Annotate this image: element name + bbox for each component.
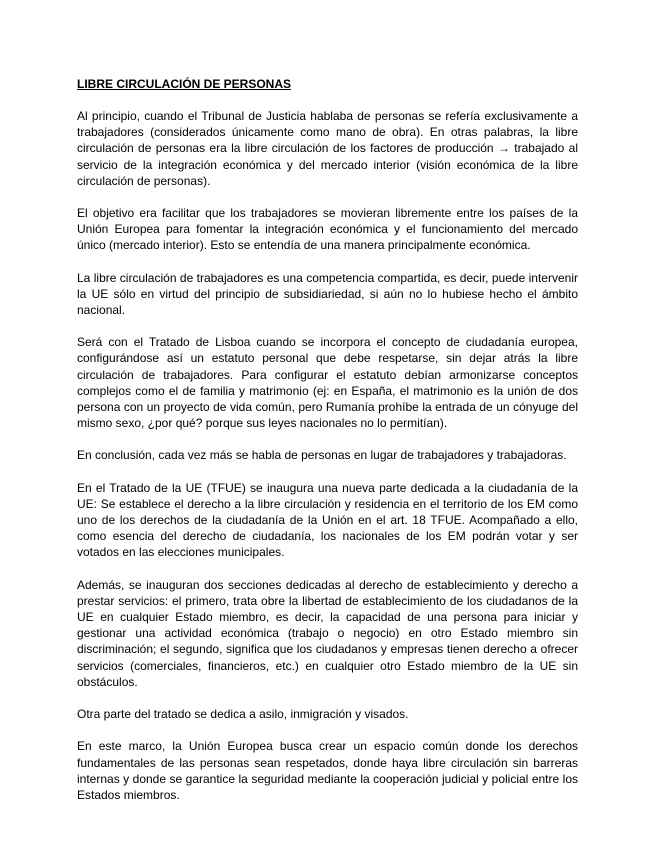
paragraph-2: El objetivo era facilitar que los trabajadores se movieran libremente entre los países de la Unión Europea para fomentar la integración económica y el funcionamiento del mercado único (mercado interior). Esto se entendía de una manera principalmente económica.: [77, 206, 578, 253]
paragraph-5: En conclusión, cada vez más se habla de personas en lugar de trabajadores y trabajadoras.: [77, 448, 567, 463]
paragraph-3: La libre circulación de trabajadores es una competencia compartida, es decir, puede intervenir la UE sólo en virtud del principio de subsidiariedad, si aún no lo hubiese hecho el ámbito nacional.: [77, 270, 578, 318]
paragraph-8: Otra parte del tratado se dedica a asilo, inmigración y visados.: [77, 707, 409, 722]
paragraph-4: Será con el Tratado de Lisboa cuando se incorpora el concepto de ciudadanía europea, configurándose así un estatuto personal que debe respetarse, sin dejar atrás la libre circulación de trabajadores. Para configurar el estatuto debían armonizarse conceptos complejos como el de familia y matrimonio (ej: en España, el matrimonio es la unión de dos persona con un proyecto de vida común, pero Rumanía prohíbe la entrada de un cónyuge del mismo sexo, ¿por qué? porque sus leyes nacionales no lo permitían).: [77, 335, 578, 431]
document-title: LIBRE CIRCULACIÓN DE PERSONAS: [77, 77, 292, 91]
paragraph-1: Al principio, cuando el Tribunal de Justicia hablaba de personas se refería exclusivamente a trabajadores (considerados únicamente como mano de obra). En otras palabras, la libre circulación de personas era la libre circulación de los factores de producción → trabajado al servicio de la integración económica y del mercado interior (visión económica de la libre circulación de personas).: [77, 109, 578, 188]
paragraph-7: Además, se inauguran dos secciones dedicadas al derecho de establecimiento y derecho a prestar servicios: el primero, trata obre la libertad de establecimiento de los ciudadanos de la UE en cualquier Estado miembro, es decir, la capacidad de una persona para iniciar y gestionar una actividad económica (trabajo o negocio) en otro Estado miembro sin discriminación; el segundo, significa que los ciudadanos y empresas tienen derecho a ofrecer servicios (comerciales, financieros, etc.) en cualquier otro Estado miembro de la UE sin obstáculos.: [77, 577, 578, 689]
paragraph-9: En este marco, la Unión Europea busca crear un espacio común donde los derechos fundamentales de las personas sean respetados, donde haya libre circulación sin barreras internas y donde se garantice la seguridad mediante la cooperación judicial y policial entre los Estados miembros.: [77, 739, 578, 802]
paragraph-6: En el Tratado de la UE (TFUE) se inaugura una nueva parte dedicada a la ciudadanía de la UE: Se establece el derecho a la libre circulación y residencia en el territorio de los EM como uno de los derechos de la ciudadanía de la Unión en el art. 18 TFUE. Acompañado a ello, como esencia del derecho de ciudadanía, los nacionales de los EM podrán votar y ser votados en las elecciones municipales.: [77, 480, 578, 560]
